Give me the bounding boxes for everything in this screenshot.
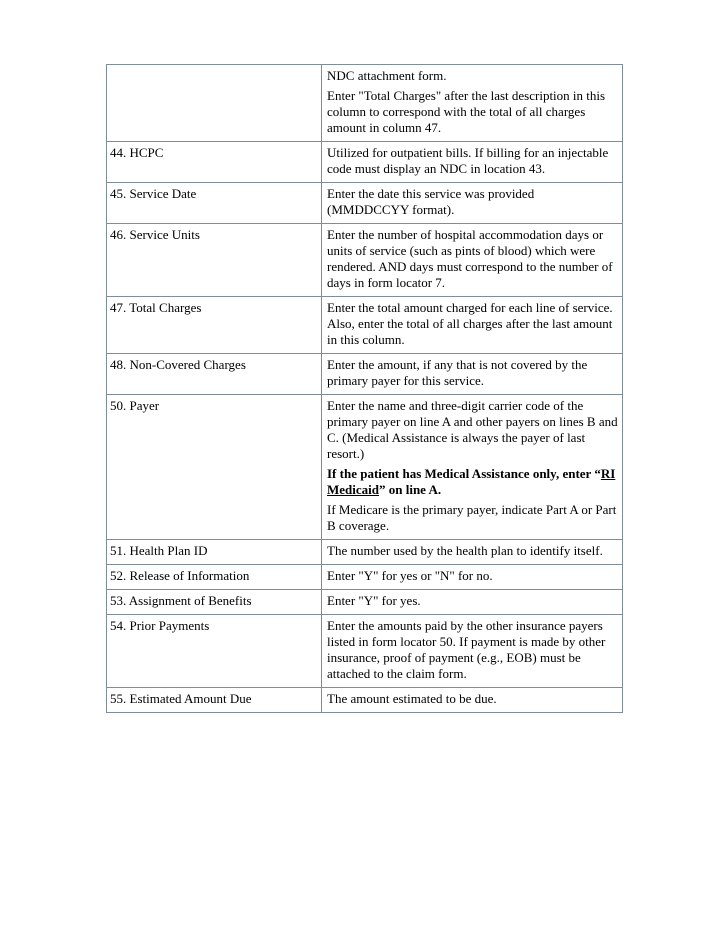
table-row bbox=[107, 395, 623, 540]
table-row bbox=[107, 65, 623, 142]
description-text: Enter "Y" for yes. bbox=[327, 593, 421, 608]
field-name: 54. Prior Payments bbox=[110, 618, 210, 633]
description-cell bbox=[322, 590, 623, 615]
description-text: Enter the total amount charged for each line of service. Also, enter the total of all charges after the last amount in this column. bbox=[327, 300, 613, 347]
description-cell bbox=[322, 65, 623, 142]
description-text: Enter "Total Charges" after the last description in this column to correspond with the total of all charges amount in column 47. bbox=[327, 88, 606, 135]
form-locator-table bbox=[106, 64, 623, 713]
field-name-cell bbox=[107, 183, 322, 224]
table-row bbox=[107, 688, 623, 713]
field-name: 45. Service Date bbox=[110, 186, 197, 201]
table-row bbox=[107, 297, 623, 354]
description-text: The amount estimated to be due. bbox=[327, 691, 497, 706]
field-name-cell bbox=[107, 395, 322, 540]
description-cell bbox=[322, 354, 623, 395]
table-row bbox=[107, 615, 623, 688]
description-cell bbox=[322, 224, 623, 297]
field-name: 46. Service Units bbox=[110, 227, 200, 242]
table-row bbox=[107, 183, 623, 224]
field-name: 48. Non-Covered Charges bbox=[110, 357, 246, 372]
table-row bbox=[107, 142, 623, 183]
table-row bbox=[107, 540, 623, 565]
field-name: 50. Payer bbox=[110, 398, 160, 413]
field-name-cell bbox=[107, 142, 322, 183]
field-name: 51. Health Plan ID bbox=[110, 543, 208, 558]
table-row bbox=[107, 354, 623, 395]
table-row bbox=[107, 565, 623, 590]
field-name-cell bbox=[107, 540, 322, 565]
description-cell bbox=[322, 615, 623, 688]
field-name-cell bbox=[107, 224, 322, 297]
description-cell bbox=[322, 565, 623, 590]
medicaid-only-note bbox=[327, 466, 618, 498]
description-text: NDC attachment form. bbox=[327, 68, 447, 83]
description-text: Enter "Y" for yes or "N" for no. bbox=[327, 568, 493, 583]
field-name-cell bbox=[107, 65, 322, 142]
description-text: Enter the amount, if any that is not covered by the primary payer for this service. bbox=[327, 357, 588, 388]
field-name-cell bbox=[107, 354, 322, 395]
description-cell bbox=[322, 297, 623, 354]
description-text: Enter the date this service was provided (MMDDCCYY format). bbox=[327, 186, 535, 217]
description-text: Enter the number of hospital accommodation days or units of service (such as pints of blood) which were rendered. AND days must correspond to the number of days in form locator 7. bbox=[327, 227, 613, 290]
field-name: 44. HCPC bbox=[110, 145, 164, 160]
description-cell bbox=[322, 688, 623, 713]
description-cell bbox=[322, 142, 623, 183]
field-name: 55. Estimated Amount Due bbox=[110, 691, 252, 706]
field-name-cell bbox=[107, 297, 322, 354]
description-cell bbox=[322, 183, 623, 224]
description-text: Utilized for outpatient bills. If billing for an injectable code must display an NDC in location 43. bbox=[327, 145, 609, 176]
description-text: The number used by the health plan to identify itself. bbox=[327, 543, 603, 558]
note-text-after: ” on line A. bbox=[379, 482, 442, 497]
field-name-cell bbox=[107, 615, 322, 688]
note-text-before: If the patient has Medical Assistance only, enter “ bbox=[327, 466, 601, 481]
field-name: 47. Total Charges bbox=[110, 300, 202, 315]
ri-medicaid-label: RI Medicaid bbox=[327, 466, 616, 497]
field-name: 53. Assignment of Benefits bbox=[110, 593, 252, 608]
description-text: Enter the name and three-digit carrier code of the primary payer on line A and other payers on lines B and C. (Medical Assistance is always the payer of last resort.) bbox=[327, 398, 618, 461]
field-name-cell bbox=[107, 688, 322, 713]
table-row bbox=[107, 224, 623, 297]
description-text: Enter the amounts paid by the other insurance payers listed in form locator 50. If payment is made by other insurance, proof of payment (e.g., EOB) must be attached to the claim form. bbox=[327, 618, 606, 681]
description-text: If Medicare is the primary payer, indicate Part A or Part B coverage. bbox=[327, 502, 617, 533]
description-cell bbox=[322, 540, 623, 565]
field-name-cell bbox=[107, 565, 322, 590]
field-name-cell bbox=[107, 590, 322, 615]
table-row bbox=[107, 590, 623, 615]
description-cell bbox=[322, 395, 623, 540]
field-name: 52. Release of Information bbox=[110, 568, 250, 583]
